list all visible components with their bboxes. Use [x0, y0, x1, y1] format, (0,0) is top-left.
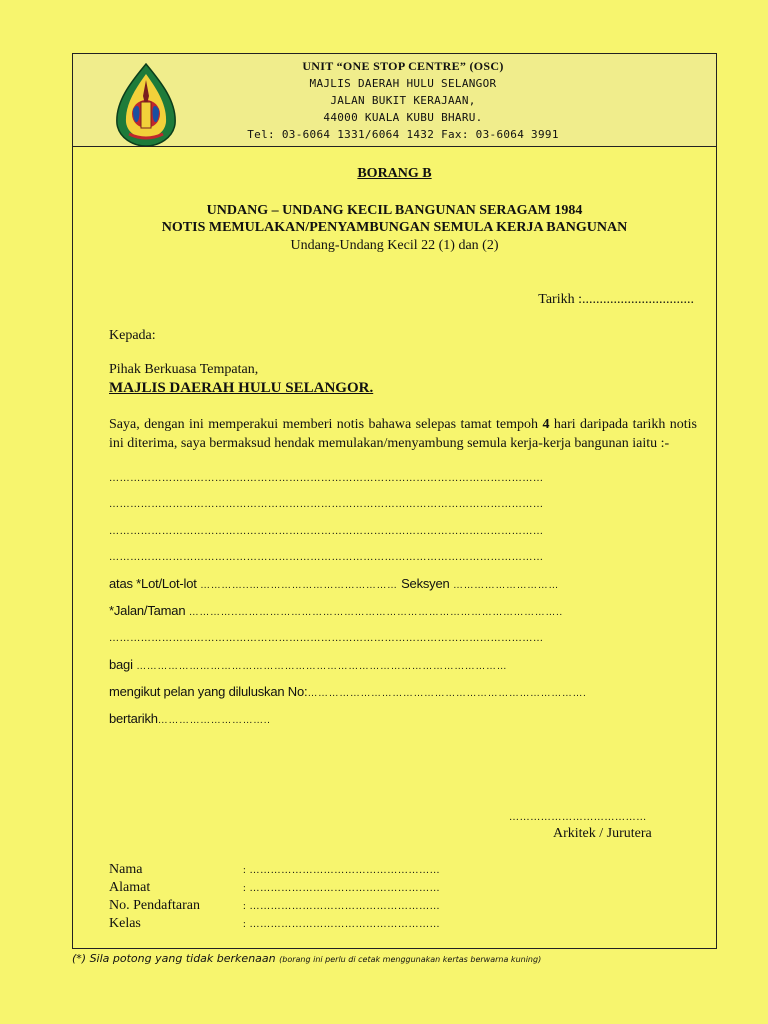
field-value[interactable]: : ……………………………………………… [243, 901, 441, 912]
jalan-label: *Jalan/Taman [109, 603, 186, 618]
notice-paragraph [109, 415, 697, 453]
form-code: BORANG B [357, 166, 432, 181]
street-address: JALAN BUKIT KERAJAAN, [330, 94, 476, 107]
bertarikh-label: bertarikh [109, 711, 158, 726]
letterhead-text [183, 58, 623, 143]
notice-title: NOTIS MEMULAKAN/PENYAMBUNGAN SEMULA KERJA BANGUNAN [161, 220, 628, 235]
work-line-3[interactable]: …………………………………………………………………………………………………………… [109, 526, 544, 537]
bagi-dots[interactable]: …………………………………………………………………………………………… [136, 661, 508, 672]
date-label: Tarikh : [538, 292, 582, 307]
strike-note: (*) Sila potong yang tidak berkenaan [72, 952, 276, 965]
pelan-dots[interactable]: ……………………………………………………………………. [307, 688, 587, 699]
details-table [109, 861, 440, 933]
field-row [109, 915, 440, 933]
council-name: MAJLIS DAERAH HULU SELANGOR [309, 77, 497, 90]
bagi-label: bagi [109, 657, 133, 672]
lot-label: atas *Lot/Lot-lot [109, 576, 197, 591]
print-note: (borang ini perlu di cetak menggunakan kertas berwarna kuning) [279, 955, 542, 964]
field-value[interactable]: : ……………………………………………… [243, 919, 441, 930]
lot-line [109, 576, 697, 591]
field-row [109, 897, 440, 915]
work-line-2[interactable]: …………………………………………………………………………………………………………… [109, 499, 544, 510]
work-line-1[interactable]: …………………………………………………………………………………………………………… [109, 473, 544, 484]
signature-line[interactable]: ………………………………… [509, 812, 647, 823]
paragraph-start: Saya, dengan ini memperakui memberi notis bahawa selepas tamat tempoh [109, 417, 543, 432]
law-title: UNDANG – UNDANG KECIL BANGUNAN SERAGAM 1984 [206, 203, 583, 218]
seksyen-dots[interactable]: ………………………… [452, 580, 559, 591]
field-label: Alamat [109, 880, 151, 895]
days-count: 4 [542, 417, 550, 432]
date-dots[interactable]: ................................ [582, 292, 694, 307]
bylaw-ref: Undang-Undang Kecil 22 (1) dan (2) [290, 238, 499, 253]
letterhead [73, 54, 716, 147]
pelan-line [109, 684, 697, 699]
paragraph-end: hari daripada tarikh notis ini diterima, saya bermaksud hendak memulakan/menyambung semula kerja-kerja bangunan iaitu :- [109, 417, 697, 451]
jalan-dots[interactable]: …………..……………………………………………………………………………….. [188, 607, 563, 618]
lot-dots[interactable]: …………..…………………………………… [200, 580, 398, 591]
form-frame [72, 53, 717, 949]
contact-numbers: Tel: 03-6064 1331/6064 1432 Fax: 03-6064 3991 [247, 128, 559, 141]
address-line[interactable]: …………………………………………………………………………………………………………… [109, 633, 544, 644]
date-line [538, 292, 694, 308]
seksyen-label: Seksyen [401, 576, 450, 591]
bertarikh-dots[interactable]: ………………………….. [157, 715, 271, 726]
field-label: Nama [109, 862, 143, 877]
council-crest-icon [111, 62, 181, 146]
field-row [109, 861, 440, 879]
authority-name: MAJLIS DAERAH HULU SELANGOR. [109, 380, 374, 396]
field-label: Kelas [109, 916, 141, 931]
field-value[interactable]: : ……………………………………………… [243, 883, 441, 894]
bagi-line [109, 657, 697, 672]
jalan-line [109, 603, 697, 618]
authority-label: Pihak Berkuasa Tempatan, [109, 362, 259, 377]
field-row [109, 879, 440, 897]
field-label: No. Pendaftaran [109, 898, 200, 913]
to-label: Kepada: [109, 328, 156, 343]
signatory-title: Arkitek / Jurutera [553, 826, 652, 841]
work-line-4[interactable]: …………………………………………………………………………………………………………… [109, 552, 544, 563]
unit-name: UNIT “ONE STOP CENTRE” (OSC) [302, 59, 504, 73]
field-value[interactable]: : ……………………………………………… [243, 865, 441, 876]
postcode-address: 44000 KUALA KUBU BHARU. [323, 111, 483, 124]
footer-note [72, 952, 541, 965]
pelan-label: mengikut pelan yang diluluskan No: [109, 684, 308, 699]
bertarikh-line [109, 711, 271, 726]
